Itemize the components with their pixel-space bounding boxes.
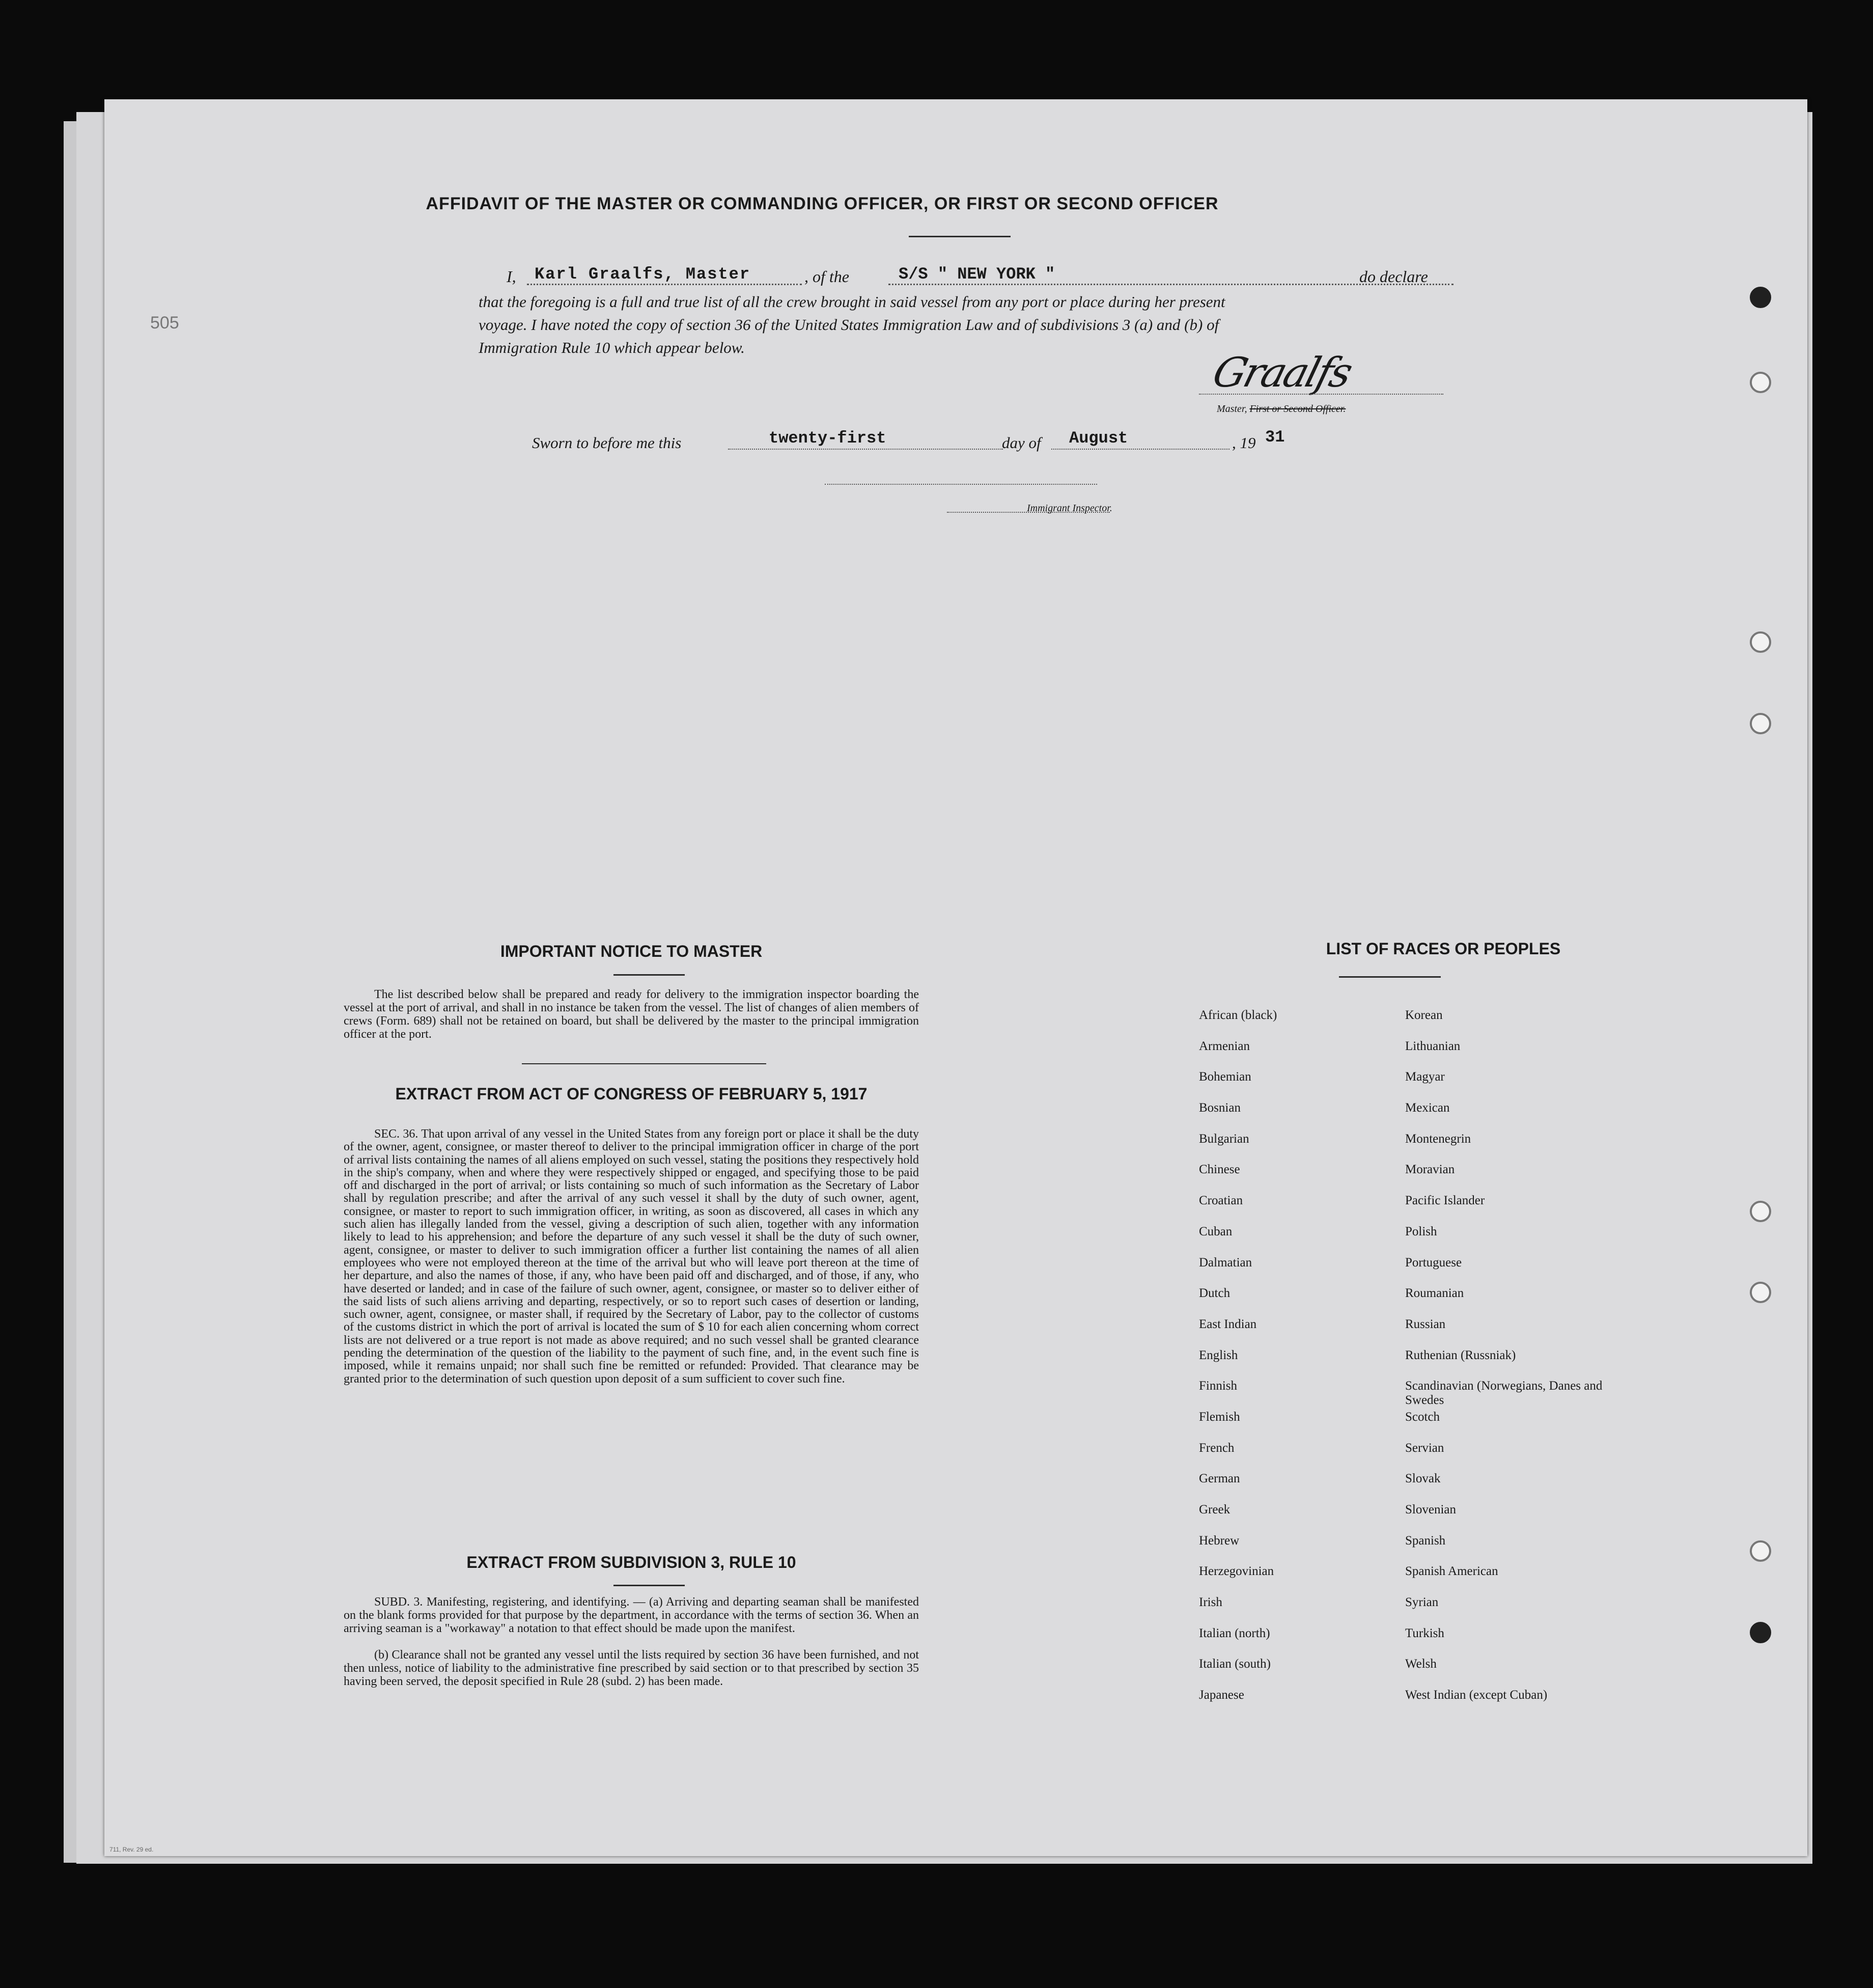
race-item: Russian <box>1405 1317 1446 1331</box>
rule10-subd-a: SUBD. 3. Manifesting, registering, and identifying. — (a) Arriving and departing seaman shall be manifested on the blank forms provided for that purpose by the department, in accordance with the terms of section 36. When an arriving seaman is a "workaway" a notation to that effect should be made upon the manifest. <box>344 1595 919 1635</box>
race-item: Syrian <box>1405 1595 1439 1610</box>
race-item: German <box>1199 1472 1240 1486</box>
race-item: Slovak <box>1405 1472 1441 1486</box>
title-rule <box>909 236 1011 237</box>
race-item: Lithuanian <box>1405 1039 1461 1053</box>
day-line <box>728 449 1003 450</box>
punch-hole <box>1750 1282 1771 1303</box>
notice-title: IMPORTANT NOTICE TO MASTER <box>500 942 763 960</box>
name-line <box>527 284 802 285</box>
race-item: East Indian <box>1199 1317 1257 1331</box>
race-item: Hebrew <box>1199 1533 1240 1548</box>
races-column-2 <box>1405 1008 1609 1719</box>
punch-hole <box>1750 713 1771 734</box>
race-item: Croatian <box>1199 1194 1243 1208</box>
master-signature: Graalfs <box>1208 349 1356 396</box>
races-title: LIST OF RACES OR PEOPLES <box>1326 940 1561 958</box>
affidavit-line-3: voyage. I have noted the copy of section 36 of the United States Immigration Law and of subdivisions 3 (a) and (b) of <box>479 316 1219 334</box>
punch-hole <box>1750 372 1771 393</box>
race-item: French <box>1199 1441 1235 1455</box>
act-text: SEC. 36. That upon arrival of any vessel in the United States from any foreign port or place it shall be the duty of the owner, agent, consignee, or master thereof to deliver to the principal immigration officer in charge of the port of arrival lists containing the names of all aliens employed on such vessel, stating the positions they respectively hold in the ship's company, when and where they were respectively shipped or engaged, and specifying those to be paid off and discharged in the port of arrival; or lists containing so much of such information as the Secretary of Labor shall by regulation prescribe; and after the arrival of any such vessel it shall by the duty of such owner, agent, consignee, or master to report to such immigration officer, in writing, as soon as discovered, all cases in which any such alien has illegally landed from the vessel, giving a description of such alien, together with any information likely to lead to his apprehension; and before the departure of any such vessel it shall be the duty of such owner, agent, consignee, or master to deliver to such immigration officer a further list containing the names of all alien employees who were not employed thereon at the time of the arrival but who will leave port thereon at the time of her departure, and also the names of those, if any, who have been paid off and discharged, and of those, if any, who have deserted or landed; and in case of the failure of such owner, agent, consignee, or master so to deliver either of the said lists of such aliens arriving and departing, respectively, or so to report such cases of desertion or landing, such owner, agent, consignee, or master shall, if required by the Secretary of Labor, pay to the collector of customs of the customs district in which the port of arrival is located the sum of $ 10 for each alien concerning whom correct lists are not delivered or a true report is not made as above required; and no such vessel shall be granted clearance pending the determination of the question of the liability to the payment of such fine, and, in the event such fine is imposed, while it remains unpaid; nor shall such fine be remitted or refunded: Provided. That clearance may be granted prior to the determination of such question upon deposit of a sum sufficient to cover such fine. <box>344 1127 919 1386</box>
race-item: Spanish <box>1405 1533 1446 1548</box>
race-item: Japanese <box>1199 1688 1244 1702</box>
race-item: Turkish <box>1405 1626 1444 1640</box>
race-item: Portuguese <box>1405 1255 1462 1269</box>
punch-hole <box>1750 287 1771 308</box>
act-title: EXTRACT FROM ACT OF CONGRESS OF FEBRUARY 5, 1917 <box>395 1085 868 1103</box>
race-item: Slovenian <box>1405 1503 1456 1516</box>
race-item: Bosnian <box>1199 1101 1241 1115</box>
year-suffix: 31 <box>1265 428 1285 447</box>
race-item: African (black) <box>1199 1008 1277 1022</box>
notice-text: The list described below shall be prepared and ready for delivery to the immigration inspector boarding the vessel at the port of arrival, and shall in no instance be taken from the vessel. The list of changes of alien members of crews (Form. 689) shall not be retained on board, but shall be delivered by the master to the principal immigration officer at the port. <box>344 988 919 1041</box>
race-item: Italian (south) <box>1199 1657 1271 1671</box>
race-item: Welsh <box>1405 1657 1437 1671</box>
do-declare-label: do declare <box>1359 267 1428 286</box>
race-item: English <box>1199 1348 1238 1362</box>
affidavit-line-4: Immigration Rule 10 which appear below. <box>479 339 745 356</box>
notice-rule <box>613 974 685 976</box>
race-item: Dalmatian <box>1199 1255 1252 1269</box>
rule10-title: EXTRACT FROM SUBDIVISION 3, RULE 10 <box>466 1553 796 1571</box>
sworn-day: twenty-first <box>769 429 886 448</box>
affidavit-line-2: that the foregoing is a full and true list of all the crew brought in said vessel from any port or place during her present <box>479 293 1225 311</box>
race-item: Bohemian <box>1199 1070 1251 1084</box>
of-the-label: , of the <box>804 267 849 286</box>
race-item: Korean <box>1405 1008 1443 1022</box>
race-item: Roumanian <box>1405 1286 1464 1301</box>
race-item: Pacific Islander <box>1405 1194 1485 1208</box>
race-item: Armenian <box>1199 1039 1250 1053</box>
race-item: Ruthenian (Russniak) <box>1405 1348 1516 1362</box>
race-item: Servian <box>1405 1441 1444 1455</box>
race-item: Magyar <box>1405 1070 1445 1084</box>
signature-line <box>1199 394 1443 395</box>
year-prefix: , 19 <box>1232 434 1256 452</box>
affidavit-title: AFFIDAVIT OF THE MASTER OR COMMANDING OFFICER, OR FIRST OR SECOND OFFICER <box>426 194 1219 213</box>
race-item: Scotch <box>1405 1410 1440 1424</box>
rule10-subd-b: (b) Clearance shall not be granted any vessel until the lists required by section 36 have been furnished, and not then unless, notice of liability to the administrative fine prescribed by said section or to that prescribed by section 35 having been served, the deposit specified in Rule 28 (subd. 2) has been made. <box>344 1648 919 1688</box>
race-item: Herzegovinian <box>1199 1564 1274 1579</box>
race-item: Irish <box>1199 1595 1222 1610</box>
race-item: Bulgarian <box>1199 1131 1249 1146</box>
sworn-month: August <box>1069 429 1128 448</box>
race-item: Polish <box>1405 1224 1437 1238</box>
affidavit-i: I, <box>507 267 516 286</box>
master-name: Karl Graalfs, Master <box>535 265 751 284</box>
rule10-rule <box>613 1585 685 1586</box>
page-number-stamp: 505 <box>150 313 179 333</box>
day-of-label: day of <box>1002 434 1041 452</box>
race-item: Greek <box>1199 1503 1231 1516</box>
races-column-1 <box>1199 1008 1397 1719</box>
punch-hole <box>1750 631 1771 653</box>
race-item: Chinese <box>1199 1163 1240 1177</box>
race-item: Flemish <box>1199 1410 1240 1424</box>
punch-hole <box>1750 1622 1771 1643</box>
notice-divider <box>522 1063 766 1064</box>
race-item: West Indian (except Cuban) <box>1405 1688 1548 1702</box>
inspector-caption: Immigrant Inspector. <box>1027 503 1112 514</box>
races-rule <box>1339 976 1441 978</box>
race-item: Spanish American <box>1405 1564 1498 1579</box>
vessel-name: S/S " NEW YORK " <box>899 265 1055 284</box>
inspector-line-1 <box>825 484 1097 485</box>
punch-hole <box>1750 1540 1771 1562</box>
month-line <box>1051 449 1229 450</box>
signature-caption: Master, First or Second Officer. <box>1217 403 1346 415</box>
race-item: Finnish <box>1199 1379 1238 1393</box>
sworn-label: Sworn to before me this <box>532 434 682 452</box>
document-page <box>104 99 1807 1856</box>
race-item: Moravian <box>1405 1163 1455 1177</box>
punch-hole <box>1750 1201 1771 1222</box>
race-item: Cuban <box>1199 1224 1233 1238</box>
form-code: 711, Rev. 29 ed. <box>109 1846 154 1853</box>
race-item: Italian (north) <box>1199 1626 1270 1640</box>
race-item: Montenegrin <box>1405 1131 1471 1146</box>
race-item: Mexican <box>1405 1101 1450 1115</box>
race-item: Dutch <box>1199 1286 1231 1301</box>
race-item: Scandinavian (Norwegians, Danes and Swedes <box>1405 1379 1603 1407</box>
